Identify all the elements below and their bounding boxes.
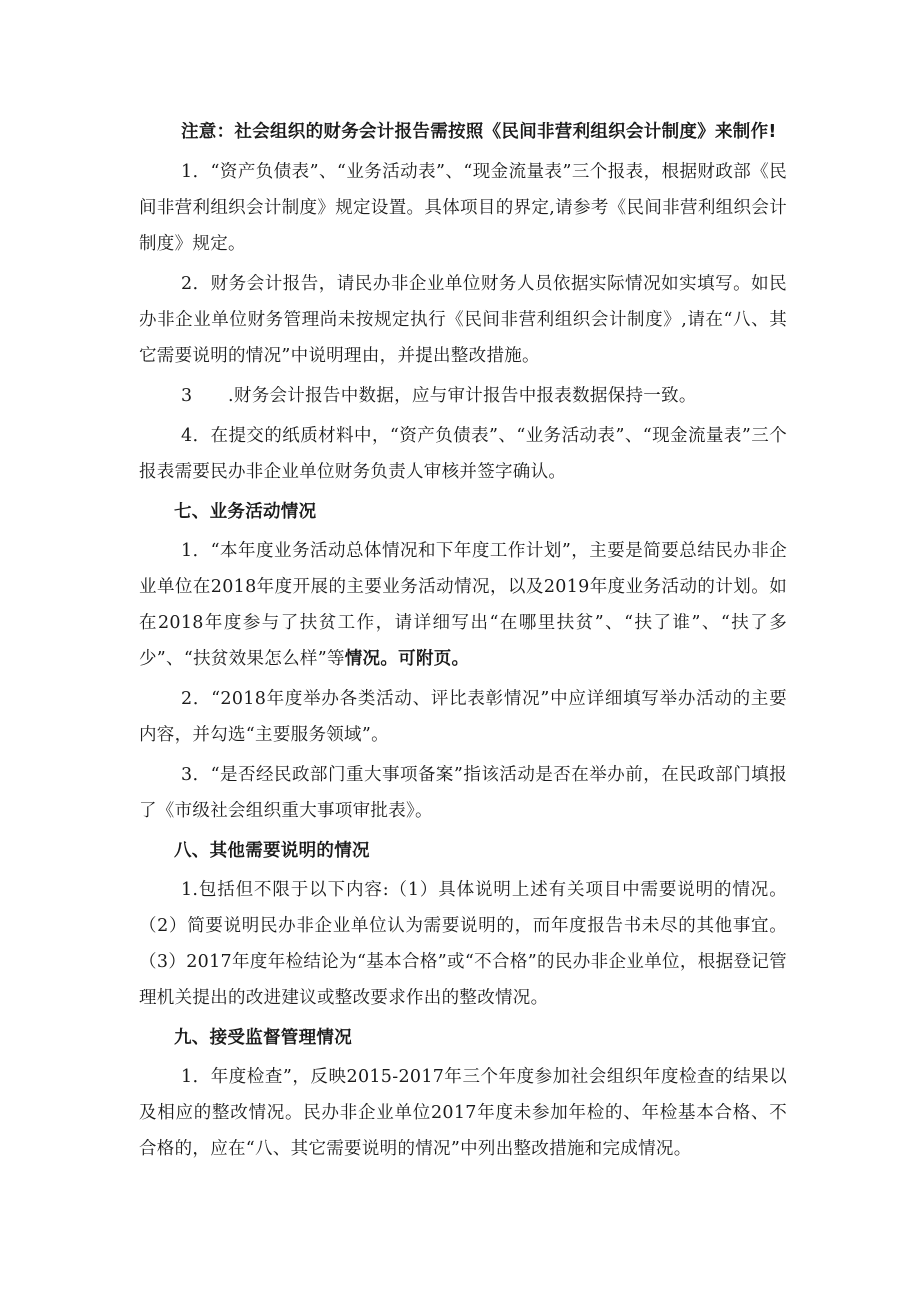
- section-9-heading: 九、接受监督管理情况: [174, 1028, 352, 1048]
- report-item-4: 4．在提交的纸质材料中，“资产负债表”、“业务活动表”、“现金流量表”三个报表需要民办非企业单位财务负责人审核并签字确认。: [139, 426, 787, 482]
- report-item-1: 1．“资产负债表”、“业务活动表”、“现金流量表”三个报表，根据财政部《民间非营利组织会计制度》规定设置。具体项目的界定,请参考《民间非营利组织会计制度》规定。: [139, 162, 787, 254]
- section-7-item-1-text: 1．“本年度业务活动总体情况和下年度工作计划”，主要是简要总结民办非企业单位在2018年度开展的主要业务活动情况，以及2019年度业务活动的计划。如在2018年度参与了扶贫工作，请详细写出“在哪里扶贫”、“扶了谁”、“扶了多少”、“扶贫效果怎么样”等: [139, 541, 787, 669]
- document-page: [139, 114, 787, 1171]
- section-7-item-2: 2．“2018年度举办各类活动、评比表彰情况”中应详细填写举办活动的主要内容，并勾选“主要服务领域”。: [139, 689, 787, 745]
- financial-report-note: 注意：社会组织的财务会计报告需按照《民间非营利组织会计制度》来制作!: [181, 122, 777, 142]
- section-7-item-1: [139, 533, 787, 677]
- section-7-item-1-bold-tail: 情况。可附页。: [344, 649, 470, 669]
- section-8-heading: 八、其他需要说明的情况: [174, 841, 370, 861]
- section-7-item-3: 3．“是否经民政部门重大事项备案”指该活动是否在举办前，在民政部门填报了《市级社会组织重大事项审批表》。: [139, 765, 787, 821]
- report-item-3: 3 .财务会计报告中数据，应与审计报告中报表数据保持一致。: [181, 386, 697, 406]
- section-9-text: 1．年度检查”，反映2015-2017年三个年度参加社会组织年度检查的结果以及相应的整改情况。民办非企业单位2017年度未参加年检的、年检基本合格、不合格的，应在“八、其它需要说明的情况”中列出整改措施和完成情况。: [139, 1067, 787, 1159]
- section-8-text: 1.包括但不限于以下内容:（1）具体说明上述有关项目中需要说明的情况。（2）简要说明民办非企业单位认为需要说明的，而年度报告书未尽的其他事宜。（3）2017年度年检结论为“基本合格”或“不合格”的民办非企业单位，根据登记管理机关提出的改进建议或整改要求作出的整改情况。: [139, 880, 787, 1008]
- report-item-2: 2．财务会计报告，请民办非企业单位财务人员依据实际情况如实填写。如民办非企业单位财务管理尚未按规定执行《民间非营利组织会计制度》,请在“八、其它需要说明的情况”中说明理由，并提出整改措施。: [139, 274, 787, 366]
- section-7-heading: 七、业务活动情况: [174, 502, 317, 522]
